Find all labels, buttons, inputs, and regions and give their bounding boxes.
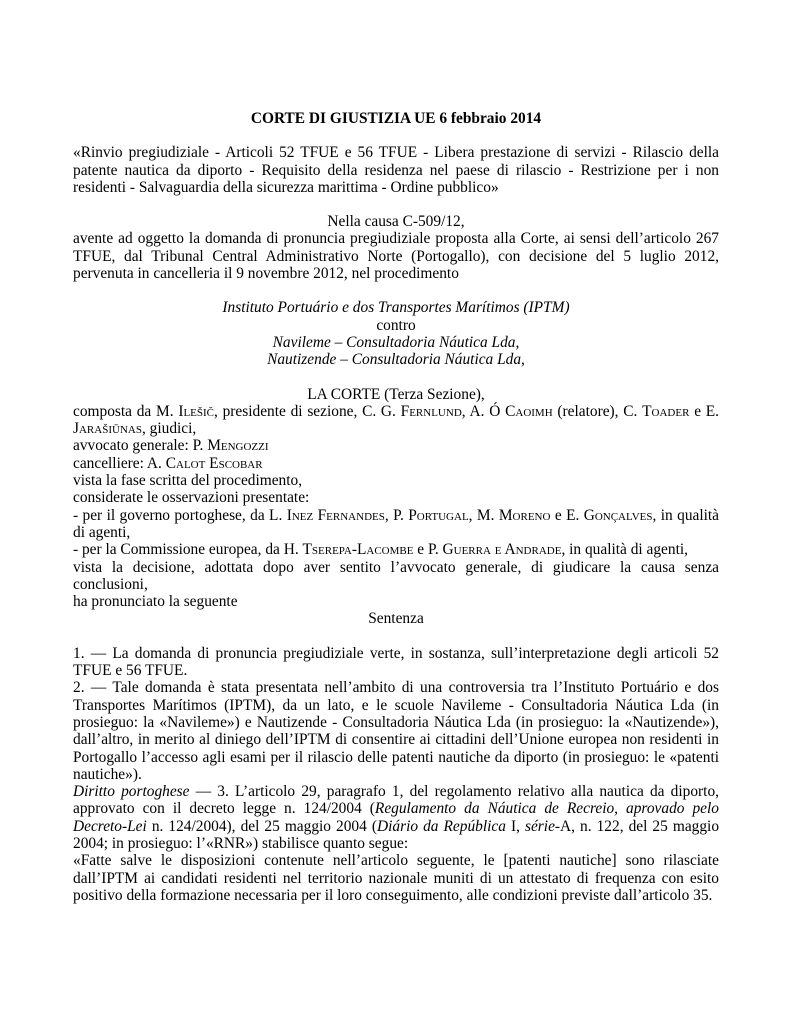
observation-commission: - per la Commissione europea, da H. Tserepa‑Lacombe e P. Guerra e Andrade, in qualità di agenti, [73,541,688,559]
section-heading: Diritto portoghese [73,783,190,801]
paragraph-2: 2. — Tale domanda è stata presentata nell’ambito di una controversia tra l’Instituto Portuário e dos Transportes Marítimos (IPTM), da un lato, e le scuole Navileme - Consultadoria Náutica Lda (in prosieguo: la «Navileme») e Nautizende - Consultadoria Náutica Lda (in prosieguo: la «Nautizende»), dall’altro, in merito al diniego dell’IPTM di consentire ai cittadini dell’Unione europea non residenti in Portogallo l’accesso agli esami per il rilascio delle patenti nautiche da diporto (in prosieguo: le «patenti nautiche»). [73,679,719,783]
party-applicant: Instituto Portuário e dos Transportes Marítimos (IPTM) [222,299,570,317]
decision-without-opinion: vista la decisione, adottata dopo aver sentito l’avvocato generale, di giudicare la causa senza conclusioni, [73,558,719,593]
judgment-heading: Sentenza [368,610,424,628]
paragraph-quote: «Fatte salve le disposizioni contenute nell’articolo seguente, le [patenti nautiche] sono rilasciate dall’IPTM ai candidati residenti nel territorio nazionale muniti di un attestato di frequenza con esito positivo della formazione necessaria per il loro conseguimento, alle condizioni previste dall’articolo 35. [73,852,719,904]
case-object: avente ad oggetto la domanda di pronuncia pregiudiziale proposta alla Corte, ai sensi dell’articolo 267 TFUE, dal Tribunal Central Administrativo Norte (Portogallo), con decisione del 5 luglio 2012, pervenuta in cancelleria il 9 novembre 2012, nel procedimento [73,230,719,283]
party-versus: contro [376,316,416,334]
pronounced: ha pronunciato la seguente [73,593,238,611]
written-procedure: vista la fase scritta del procedimento, [73,472,303,490]
judge-name: Ilešič [178,402,214,420]
paragraph-3: Diritto portoghese — 3. L’articolo 29, paragrafo 1, del regolamento relativo alla nautica da diporto, approvato con il decreto legge n. 124/2004 (Regulamento da Náutica de Recreio, aprovado pelo Decreto-Lei n. 124/2004), del 25 maggio 2004 (Diário da República I, série-A, n. 122, del 25 maggio 2004; in prosieguo: l’«RNR») stabilisce quanto segue: [73,783,720,852]
paragraph-1: 1. — La domanda di pronuncia pregiudiziale verte, in sostanza, sull’interpretazione degli articoli 52 TFUE e 56 TFUE. [73,644,719,680]
case-number: Nella causa C‑509/12, [327,213,465,231]
judge-name: Toader [642,402,690,420]
judge-name: Fernlund [400,402,462,420]
judge-name: Jarašiūnas [73,420,142,438]
observations-intro: considerate le osservazioni presentate: [73,489,310,507]
observation-portugal: - per il governo portoghese, da L. Inez Fernandes, P. Portugal, M. Moreno e E. Gonçalves, in qualità di agenti, [73,506,719,541]
case-summary: «Rinvio pregiudiziale - Articoli 52 TFUE e 56 TFUE - Libera prestazione di servizi - Rilascio della patente nautica da diporto - Requisito della residenza nel paese di rilascio - Restrizione per i non residenti - Salvaguardia della sicurezza marittima - Ordine pubblico» [73,144,719,196]
document-body [73,110,719,904]
registrar: cancelliere: A. Calot Escobar [73,454,263,472]
document-title: CORTE DI GIUSTIZIA UE 6 febbraio 2014 [250,110,542,127]
court-heading: LA CORTE (Terza Sezione), [307,385,485,403]
advocate-general: avvocato generale: P. Mengozzi [73,437,269,455]
court-composition: composta da M. Ilešič, presidente di sezione, C. G. Fernlund, A. Ó Caoimh (relatore), C. Toader e E. Jarašiūnas, giudici, [73,402,720,438]
party-defendant-1: Navileme – Consultadoria Náutica Lda, [272,333,520,351]
judge-name: Ó Caoimh [489,402,553,420]
party-defendant-2: Nautizende – Consultadoria Náutica Lda, [267,351,525,369]
